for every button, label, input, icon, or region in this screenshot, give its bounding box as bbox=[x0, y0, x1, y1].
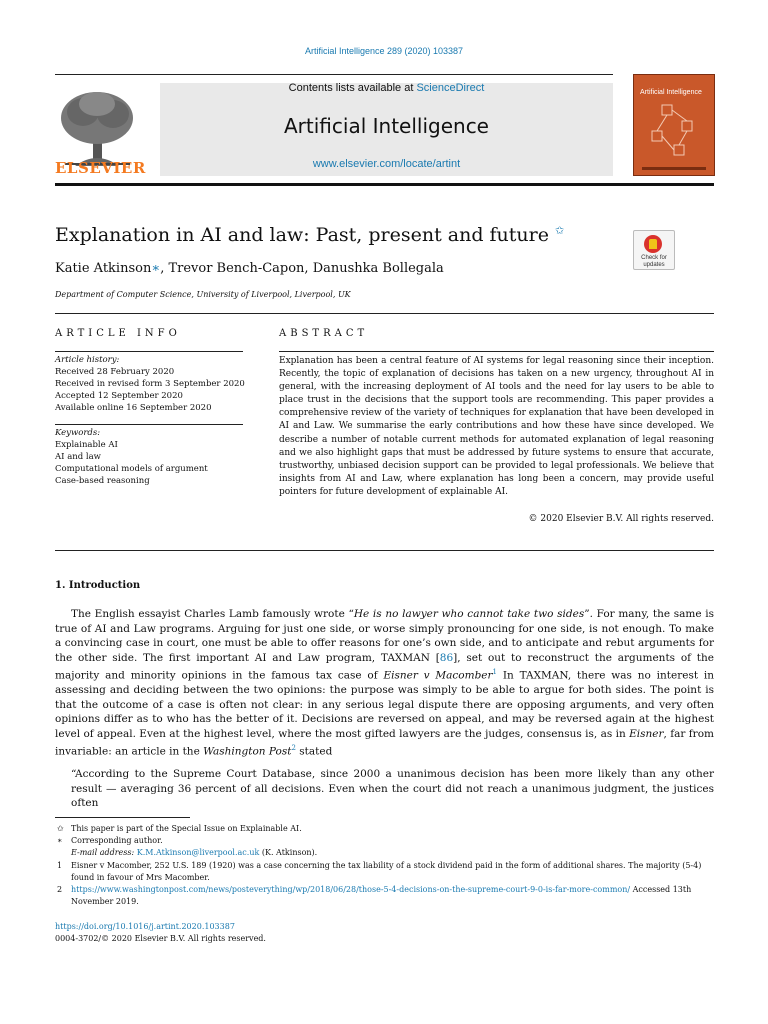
history-accepted: Accepted 12 September 2020 bbox=[55, 391, 183, 401]
history-revised: Received in revised form 3 September 2020 bbox=[55, 379, 245, 389]
header-top-rule bbox=[55, 74, 613, 75]
footnote-corresponding bbox=[55, 835, 714, 847]
footnote-rule bbox=[55, 817, 190, 818]
abstract-rule bbox=[279, 351, 714, 352]
block-quote: “According to the Supreme Court Database, since 2000 a unanimous decision has been more likely than any other result — averaging 36 percent of all decisions. Even when the court did not reach a unanimous judgment, the justices often bbox=[71, 768, 714, 809]
footnote-text: This paper is part of the Special Issue on Explainable AI. bbox=[71, 824, 302, 833]
keywords-rule bbox=[55, 424, 243, 425]
publisher-wordmark: ELSEVIER bbox=[55, 159, 146, 177]
abstract-text: Explanation has been a central feature of AI systems for legal reasoning since their inception. Recently, the topic of explanation of decisions has taken on a new urgency, throughout AI in general, with the increasing deployment of AI tools and the need for lay users to be able to place trust in the decisions that the support tools are recommending. This paper provides a comprehensive review of the variety of techniques for explanation that have been developed in AI and Law. We summarise the early contributions and how these have since developed. We describe a number of notable current methods for automated explanation of legal reasoning and we also highlight gaps that must be addressed by future systems to ensure that accurate, trustworthy, unbiased decision support can be provided to legal professionals. We believe that insights from AI and Law, where explanation has long been a concern, may provide useful pointers for future development of explainable AI. bbox=[279, 356, 714, 497]
keywords-label: Keywords: bbox=[55, 428, 101, 438]
author-list bbox=[55, 261, 444, 276]
author-atkinson: Katie Atkinson bbox=[55, 261, 152, 276]
sciencedirect-link[interactable]: ScienceDirect bbox=[416, 82, 485, 94]
reference-link[interactable]: 86 bbox=[439, 651, 454, 664]
article-info-rule bbox=[55, 351, 243, 352]
footnote-2-link[interactable]: 2 bbox=[291, 744, 296, 752]
footnote-text: Eisner v Macomber, 252 U.S. 189 (1920) was a case concerning the tax liability of a stock dividend paid in the form of additional shares. The majority (5-4) found in favour of Mrs Macomber. bbox=[71, 860, 702, 882]
journal-citation[interactable]: Artificial Intelligence 289 (2020) 103387 bbox=[304, 46, 464, 56]
info-top-rule bbox=[55, 313, 714, 314]
email-owner: (K. Atkinson). bbox=[259, 848, 318, 858]
section-heading-introduction: 1. Introduction bbox=[55, 580, 141, 591]
journal-url-link[interactable]: www.elsevier.com/locate/artint bbox=[312, 158, 461, 170]
footnote-mark: ∗ bbox=[57, 836, 63, 846]
check-updates-label: Check for updates bbox=[641, 255, 667, 268]
bookmark-icon bbox=[644, 235, 662, 253]
header-bottom-rule bbox=[55, 183, 714, 186]
footnote-1 bbox=[55, 860, 714, 884]
contents-prefix: Contents lists available at bbox=[288, 82, 417, 94]
footnote-email bbox=[55, 847, 714, 859]
email-link[interactable]: K.M.Atkinson@liverpool.ac.uk bbox=[136, 848, 260, 858]
footnote-star bbox=[55, 823, 714, 835]
footnote-1-link[interactable]: 1 bbox=[492, 668, 498, 676]
text-run: ”. For many, the same is true of AI and Law programs. Arguing for just one side, or worse simply pronouncing for one side, is not enough. To make a convincing case in court, one must be able to offer reasons for one’s own side, and to anticipate and rebut arguments for the other side. The first important AI and Law program, TAXMAN [ bbox=[55, 608, 714, 664]
journal-title: Artificial Intelligence bbox=[284, 114, 489, 138]
abstract-end-rule bbox=[55, 550, 714, 551]
history-online: Available online 16 September 2020 bbox=[55, 403, 212, 413]
abstract-heading: ABSTRACT bbox=[279, 328, 369, 339]
case-name: Eisner v Macomber bbox=[383, 669, 493, 682]
doi-link[interactable]: https://doi.org/10.1016/j.artint.2020.103387 bbox=[55, 922, 235, 931]
text-run: The English essayist Charles Lamb famously wrote “ bbox=[71, 608, 354, 620]
doi-block bbox=[55, 921, 266, 945]
paper-title-text: Explanation in AI and law: Past, present and future bbox=[55, 224, 549, 246]
lamb-quote: He is no lawyer who cannot take two sides bbox=[353, 608, 585, 620]
paper-title bbox=[55, 224, 564, 246]
newspaper-name: Washington Post bbox=[203, 745, 292, 758]
keyword-item: Case-based reasoning bbox=[55, 476, 150, 486]
washington-post-link[interactable]: https://www.washingtonpost.com/news/posteverything/wp/2018/06/28/those-5-4-decisions-on-the-supreme-court-9-0-is-far-more-common/ bbox=[71, 885, 631, 895]
title-footnote-star-icon[interactable]: ✩ bbox=[555, 224, 565, 237]
footnote-2 bbox=[55, 884, 714, 908]
keyword-item: Computational models of argument bbox=[55, 464, 208, 474]
footnote-mark: 2 bbox=[57, 885, 63, 895]
footnote-mark: ✩ bbox=[57, 824, 64, 833]
history-received: Received 28 February 2020 bbox=[55, 367, 175, 377]
footnotes bbox=[55, 823, 714, 908]
corresponding-author-mark[interactable]: ∗ bbox=[151, 261, 161, 276]
journal-cover-image bbox=[633, 74, 715, 176]
case-name: Eisner bbox=[629, 727, 664, 740]
check-for-updates-button[interactable] bbox=[633, 230, 675, 270]
cover-title: Artificial Intelligence bbox=[640, 89, 702, 96]
text-run: In TAXMAN, there was no interest in assessing and deciding between the two opinions: the purpose was simply to be able to argue for both sides. The point is that the outcome of a case is often not clear: in any serious legal dispute there are opposing arguments, and very often opinions differ as to who has the better of it. Decisions are reversed on appeal, and may be reversed again at the highest level of appeal. Even at the highest level, where the most gifted lawyers are the judges, consensus is, as in bbox=[55, 669, 715, 740]
footnote-text: Corresponding author. bbox=[71, 836, 163, 846]
history-label: Article history: bbox=[55, 355, 120, 365]
keyword-item: AI and law bbox=[55, 452, 101, 462]
intro-paragraph bbox=[55, 607, 714, 759]
text-run: ], set out to reconstruct the arguments of the majority and minority opinions in the famous tax case of bbox=[55, 651, 714, 682]
other-authors: , Trevor Bench-Capon, Danushka Bollegala bbox=[160, 261, 444, 276]
text-run: , far from invariable: an article in the bbox=[55, 727, 714, 758]
contents-line bbox=[160, 82, 613, 94]
article-info-heading: ARTICLE INFO bbox=[55, 328, 181, 339]
keywords bbox=[55, 427, 245, 487]
text-run: stated bbox=[295, 745, 333, 758]
affiliation: Department of Computer Science, University of Liverpool, Liverpool, UK bbox=[55, 290, 351, 299]
footnote-text: Accessed 13th November 2019. bbox=[71, 885, 692, 907]
article-history bbox=[55, 354, 245, 414]
keyword-item: Explainable AI bbox=[55, 440, 118, 450]
email-label: E-mail address: bbox=[71, 848, 135, 858]
footnote-mark: 1 bbox=[57, 860, 63, 870]
issn-copyright: 0004-3702/© 2020 Elsevier B.V. All rights reserved. bbox=[55, 934, 266, 943]
abstract-copyright: © 2020 Elsevier B.V. All rights reserved. bbox=[528, 514, 714, 524]
